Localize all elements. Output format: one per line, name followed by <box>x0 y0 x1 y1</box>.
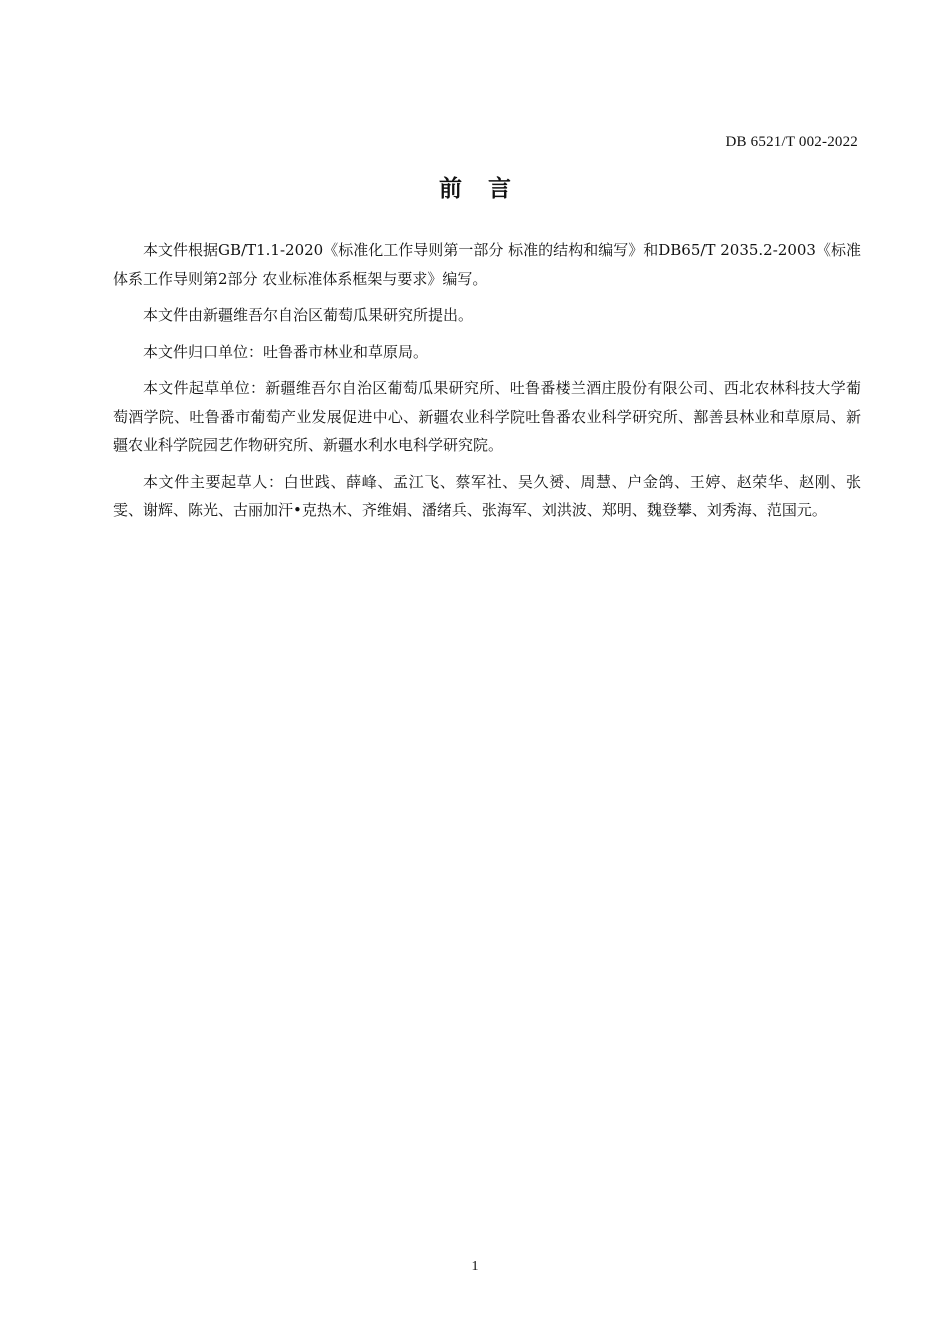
document-code: DB 6521/T 002-2022 <box>725 134 858 150</box>
page-title: 前言 <box>439 176 537 202</box>
page-number: 1 <box>471 1259 479 1274</box>
paragraph-proposer: 本文件由新疆维吾尔自治区葡萄瓜果研究所提出。 <box>143 306 474 324</box>
paragraph-drafting-units: 本文件起草单位：新疆维吾尔自治区葡萄瓜果研究所、吐鲁番楼兰酒庄股份有限公司、西北农林科技大学葡萄酒学院、吐鲁番市葡萄产业发展促进中心、新疆农业科学院吐鲁番农业科学研究所、鄯善县林业和草原局、新疆农业科学院园艺作物研究所、新疆水利水电科学研究院。 <box>113 379 861 454</box>
preface-body <box>113 236 861 533</box>
paragraph-drafters: 本文件主要起草人：白世践、薛峰、孟江飞、蔡军社、吴久赟、周慧、户金鸽、王婷、赵荣华、赵刚、张雯、谢辉、陈光、古丽加汗•克热木、齐维娟、潘绪兵、张海军、刘洪波、郑明、魏登攀、刘秀海、范国元。 <box>113 472 861 519</box>
paragraph-responsible-unit: 本文件归口单位：吐鲁番市林业和草原局。 <box>143 342 429 361</box>
paragraph-basis: 本文件根据GB/T1.1-2020《标准化工作导则第一部分 标准的结构和编写》和DB65/T 2035.2-2003《标准体系工作导则第2部分 农业标准体系框架与要求》编写。 <box>113 241 861 288</box>
